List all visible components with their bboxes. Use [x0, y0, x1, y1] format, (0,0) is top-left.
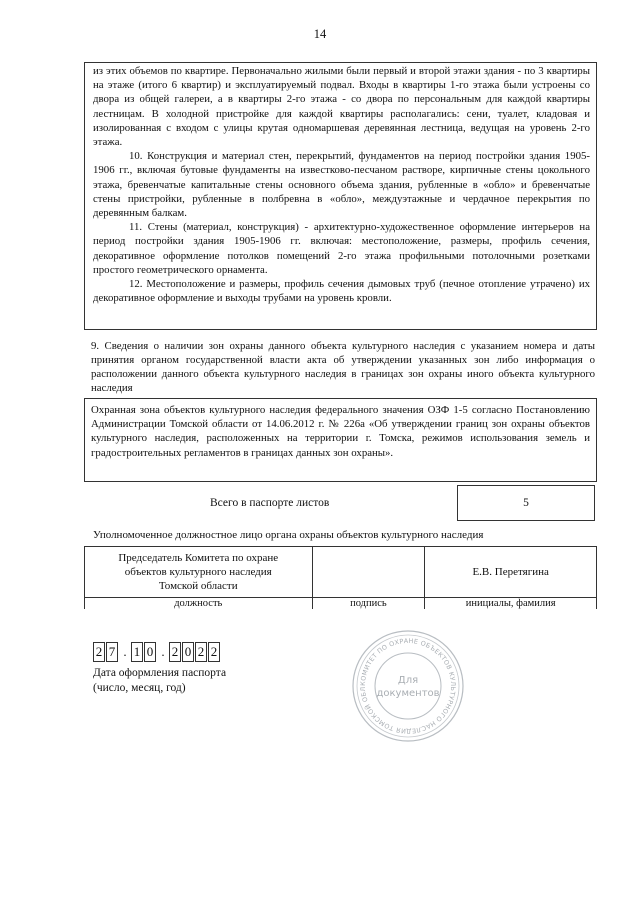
section-9-heading: 9. Сведения о наличии зон охраны данного объекта культурного наследия с указанием номера и даты принятия органом государственной власти акта об утверждении указанных зон либо информация о расположении данного объекта культурного наследия в границах зон охраны иного объекта культурного наследия — [91, 340, 595, 394]
stamp-center-line: Для — [397, 675, 419, 686]
page-number: 14 — [313, 27, 327, 41]
total-sheets-value: 5 — [523, 497, 529, 509]
date-label-line: (число, месяц, год) — [93, 681, 186, 694]
stamp-ring-text: КОМИТЕТ ПО ОХРАНЕ ОБЪЕКТОВ КУЛЬТУРНОГО НАСЛЕДИЯ ТОМСКОЙ ОБЛ — [358, 636, 458, 736]
date-label-line: Дата оформления паспорта — [93, 667, 227, 679]
stamp-center-line: документов — [376, 688, 440, 699]
position-cell — [85, 547, 313, 598]
date-label — [93, 666, 226, 695]
protection-zone-text: Охранная зона объектов культурного наследия федерального значения ОЗФ 1-5 согласно Постановлению Администрации Томской области от 14.06.2012 г. № 226а «Об утверждении границ зон охраны объектов культурного наследия, расположенных на территории г. Томска, режимов использования земель и градостроительных регламентов в границах данных зон охраны». — [91, 404, 590, 459]
caption-signature: подпись — [312, 598, 425, 610]
name-cell: Е.В. Перетягина — [425, 547, 597, 598]
date-separator: . — [161, 644, 165, 659]
position-line: объектов культурного наследия — [124, 566, 272, 578]
caption-position: должность — [85, 598, 313, 610]
signature-cell — [312, 547, 425, 598]
total-sheets-label: Всего в паспорте листов — [210, 497, 330, 509]
date-digit: 2 — [93, 642, 105, 662]
date-boxes — [93, 641, 221, 663]
features-paragraph-12: 12. Местоположение и размеры, профиль сечения дымовых труб (печное отопление утрачено) их декоративное оформление и выходы трубами на уровень кровли. — [93, 278, 590, 305]
total-sheets-value-box — [457, 485, 595, 521]
features-paragraph-continuation: из этих объемов по квартире. Первоначально жилыми были первый и второй этажи здания - по 3 квартиры на этаже (итого 6 квартир) и эксплуатируемый подвал. Входы в квартиры 1-го этажа были устроены со двора из общей галереи, а в квартиры 2-го этажа - со двора по персональным для каждой квартиры лестницам. В холодной пристройке для каждой квартиры располагались: сени, туалет, кладовая и изолированная с входом с улицы крутая одномаршевая деревянная лестница, ведущая на уровень 2-го этажа. — [93, 65, 590, 149]
position-line: Томской области — [158, 580, 238, 592]
date-separator: . — [123, 644, 127, 659]
protection-zone-box — [84, 398, 597, 482]
date-digit: 2 — [208, 642, 220, 662]
features-paragraph-11: 11. Стены (материал, конструкция) - архитектурно-художественное оформление интерьеров на период постройки здания 1905-1906 гг. включая: местоположение, размеры, профиль сечения, декоративное оформление потолков помещений 2-го этажа профильными потолочными розетками простого геометрического орнамента. — [93, 221, 590, 276]
position-line: Председатель Комитета по охране — [118, 552, 279, 564]
caption-name: инициалы, фамилия — [425, 598, 597, 610]
official-title: Уполномоченное должностное лицо органа охраны объектов культурного наследия — [93, 529, 484, 541]
official-stamp — [350, 628, 466, 744]
date-digit: 2 — [169, 642, 181, 662]
features-paragraph-10: 10. Конструкция и материал стен, перекрытий, фундаментов на период постройки здания 1905-1906 гг., включая бутовые фундаменты на известково-песчаном растворе, кирпичные стены цокольного этажа, бревенчатые капитальные стены основного объема здания, рубленные в «обло» и бревенчатые стены пристройки, рубленные в полбревна в «обло», междуэтажные и чердачное перекрытия по деревянным балкам. — [93, 150, 590, 220]
date-digit: 0 — [182, 642, 194, 662]
date-digit: 1 — [131, 642, 143, 662]
signature-table — [84, 546, 597, 609]
date-digit: 7 — [106, 642, 118, 662]
date-digit: 0 — [144, 642, 156, 662]
date-digit: 2 — [195, 642, 207, 662]
features-box — [84, 62, 597, 330]
